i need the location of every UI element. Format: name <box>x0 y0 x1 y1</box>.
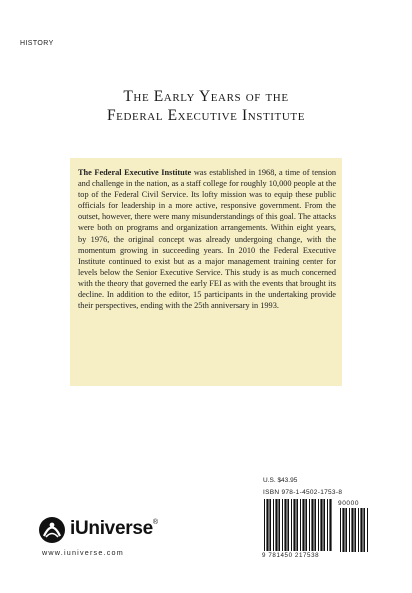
barcode-bar <box>266 499 268 551</box>
barcode-bar <box>305 499 307 551</box>
book-title-line-1: The Early Years of the <box>123 88 289 105</box>
barcode-bar <box>358 508 359 552</box>
isbn-label: ISBN 978-1-4502-1753-8 <box>263 489 343 496</box>
barcode-bar <box>314 499 316 551</box>
barcode-bar <box>349 508 350 552</box>
barcode-bar <box>275 499 277 551</box>
barcode-bar <box>269 499 271 551</box>
barcode-bar <box>296 499 298 551</box>
barcode-bar <box>309 499 310 551</box>
barcode-bar <box>354 508 356 552</box>
barcode-bar <box>318 499 319 551</box>
iuniverse-logo-icon <box>37 515 67 545</box>
barcode-bar <box>287 499 289 551</box>
barcode-bar <box>367 508 368 552</box>
price-label: U.S. $43.95 <box>263 477 298 484</box>
description-panel <box>70 158 342 386</box>
description-lead: The Federal Executive Institute <box>78 168 192 177</box>
barcode-bar <box>345 508 347 552</box>
barcode-bar <box>300 499 301 551</box>
publisher-name: iUniverse® <box>70 518 158 539</box>
barcode-bar <box>320 499 322 551</box>
barcode-bar <box>329 499 331 551</box>
book-title-line-2: Federal Executive Institute <box>106 107 306 124</box>
supplement-barcode-icon <box>338 508 370 552</box>
barcode-bar <box>342 508 344 552</box>
barcode-icon <box>262 499 334 551</box>
barcode-bar <box>284 499 286 551</box>
barcode-supplement: 90000 <box>338 500 360 507</box>
barcode-bar <box>327 499 328 551</box>
barcode-bar <box>302 499 304 551</box>
description-text: was established in 1968, a time of tension and challenge in the nation, as a staff college for roughly 10,000 people at the top of the Federal Civil Service. Its lofty mission was to equip these public officials for leadership in a more active, responsive government. From the outset, however, there were many misunderstandings of this goal. The attacks were both on programs and organization arrangements. Within eight years, by 1976, the original concept was already undergoing change, with the momentum growing in succeeding years. In 2010 the Federal Executive Institute continued to exist but as a major management training center for levels below the Senior Executive Service. This study is as much concerned with the theory that governed the early FEI as with the events that brought its decline. In addition to the editor, 15 participants in the undertaking provide their perspectives, ending with the 25th anniversary in 1993. <box>78 168 336 311</box>
barcode-bar <box>273 499 274 551</box>
barcode-number: 9 781450 217538 <box>262 552 320 559</box>
barcode-bar <box>264 499 265 551</box>
barcode-bar <box>363 508 365 552</box>
barcode-bar <box>311 499 313 551</box>
barcode-bar <box>282 499 283 551</box>
barcode-bar <box>323 499 325 551</box>
barcode-bar <box>291 499 292 551</box>
barcode-bar <box>278 499 280 551</box>
publisher-website: www.iuniverse.com <box>42 548 124 557</box>
barcode-bar <box>351 508 353 552</box>
barcode-bar <box>293 499 295 551</box>
barcode-bar <box>360 508 362 552</box>
category-label: HISTORY <box>20 40 54 47</box>
barcode-bar <box>340 508 341 552</box>
